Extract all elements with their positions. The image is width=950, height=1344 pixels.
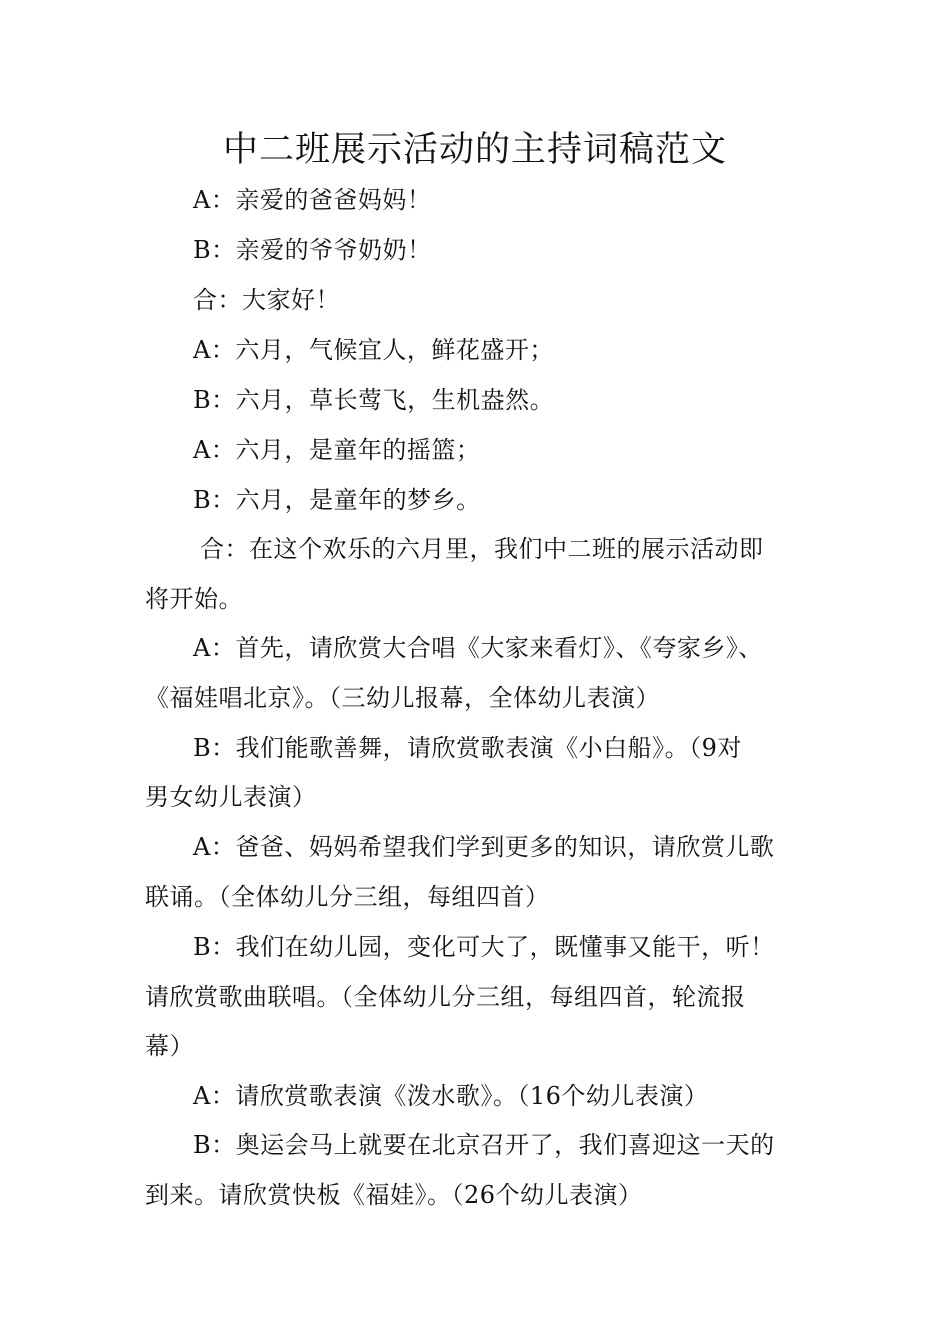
script-line: A：亲爱的爸爸妈妈！: [193, 186, 432, 214]
script-line: B：我们能歌善舞，请欣赏歌表演《小白船》。（9对: [193, 734, 742, 762]
script-line: B：六月，是童年的梦乡。: [193, 486, 481, 514]
script-line: A：六月，气候宜人，鲜花盛开；: [193, 336, 554, 364]
script-line: A：六月，是童年的摇篮；: [193, 436, 481, 464]
script-line: 将开始。: [145, 585, 243, 613]
script-line: 请欣赏歌曲联唱。（全体幼儿分三组，每组四首，轮流报: [145, 983, 746, 1011]
script-line: 联诵。（全体幼儿分三组，每组四首）: [145, 883, 550, 911]
script-line: A：爸爸、妈妈希望我们学到更多的知识，请欣赏儿歌: [193, 833, 775, 861]
script-line: B：我们在幼儿园，变化可大了，既懂事又能干，听！: [193, 933, 775, 961]
document-title: 中二班展示活动的主持词稿范文: [222, 130, 727, 170]
script-line: 《福娃唱北京》。（三幼儿报幕，全体幼儿表演）: [145, 684, 660, 712]
script-line: 男女幼儿表演）: [145, 783, 317, 811]
script-line: B：六月，草长莺飞，生机盎然。: [193, 386, 555, 414]
script-line: B：亲爱的爷爷奶奶！: [193, 236, 432, 264]
script-line: 到来。请欣赏快板《福娃》。（26个幼儿表演）: [145, 1181, 643, 1209]
script-line: A：首先，请欣赏大合唱《大家来看灯》、《夸家乡》、: [193, 634, 763, 662]
script-line: 幕）: [145, 1032, 194, 1060]
script-line: 合：大家好！: [193, 286, 340, 314]
script-line: 合：在这个欢乐的六月里，我们中二班的展示活动即: [200, 535, 764, 563]
script-line: A：请欣赏歌表演《泼水歌》。（16个幼儿表演）: [193, 1082, 709, 1110]
script-line: B：奥运会马上就要在北京召开了，我们喜迎这一天的: [193, 1131, 775, 1159]
